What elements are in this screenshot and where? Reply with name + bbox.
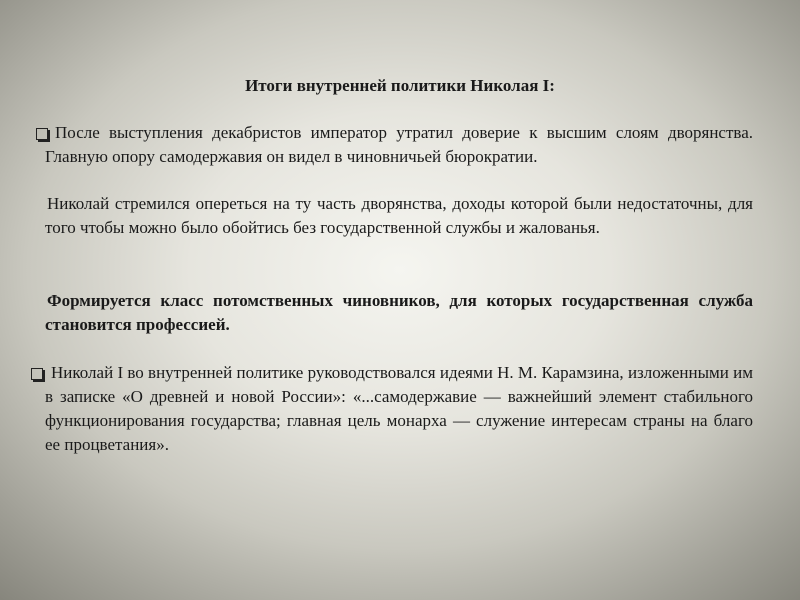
paragraph-2: Николай стремился опереться на ту часть дворянства, доходы которой были недостаточны, для того чтобы можно было обойтись без государственной службы и жалованья. [45, 194, 753, 237]
paragraph-3: Формируется класс потомственных чиновников, для которых государственная служба становится профессией. [45, 291, 753, 334]
bullet-text-1: После выступления декабристов император утратил доверие к высшим слоям дворянства. Главную опору самодержавия он видел в чиновничьей бюрократии. [45, 123, 753, 166]
bullet-checkbox-icon [31, 368, 43, 380]
bullet-paragraph-2 [45, 361, 753, 457]
bullet-text-2: Николай I во внутренней политике руководствовался идеями Н. М. Карамзина, изложенными им в записке «О древней и новой России»: «...самодержавие — важнейший элемент стабильного функционирования государства; главная цель монарха — служение интересам страны на благо ее процветания». [45, 363, 753, 454]
slide-title: Итоги внутренней политики Николая I: [245, 76, 555, 95]
bullet-paragraph-1 [45, 121, 753, 169]
